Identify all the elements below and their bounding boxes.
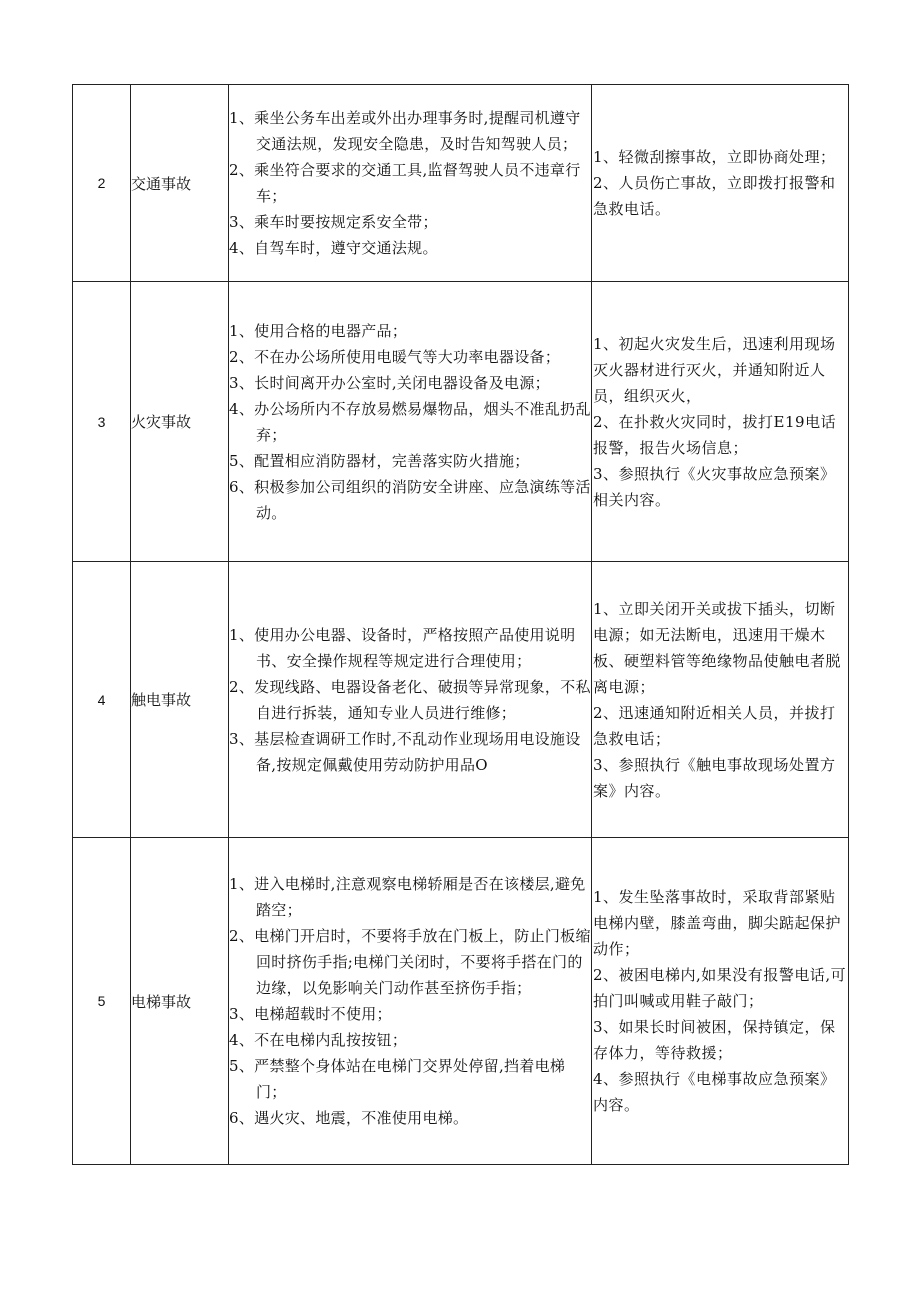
response-item: 3、参照执行《火灾事故应急预案》相关内容。 [593, 464, 836, 509]
row-number: 2 [73, 85, 131, 282]
response-item: 1、发生坠落事故时，采取背部紧贴电梯内壁，膝盖弯曲，脚尖踮起保护动作； [593, 888, 842, 958]
measure-item: 4、自驾车时，遵守交通法规。 [229, 239, 438, 257]
response-item: 4、参照执行《电梯事故应急预案》内容。 [593, 1070, 836, 1114]
measure-item: 1、乘坐公务车出差或外出办理事务时,提醒司机遵守交通法规，发现安全隐患，及时告知驾驶人员； [229, 109, 581, 153]
measure-item: 2、不在办公场所使用电暖气等大功率电器设备； [229, 347, 561, 366]
response-item: 1、轻微刮擦事故，立即协商处理； [593, 148, 836, 166]
prevention-measures [229, 282, 592, 562]
measure-item: 4、办公场所内不存放易燃易爆物品，烟头不准乱扔乱弃； [229, 399, 591, 444]
measure-item: 2、电梯门开启时，不要将手放在门板上，防止门板缩回时挤伤手指;电梯门关闭时，不要将手搭在门的边缘，以免影响关门动作甚至挤伤手指； [229, 927, 591, 997]
measure-item: 6、遇火灾、地震，不准使用电梯。 [229, 1109, 469, 1127]
measure-item: 5、配置相应消防器材，完善落实防火措施； [229, 451, 530, 470]
response-item: 1、立即关闭开关或拔下插头，切断电源；如无法断电，迅速用干燥木板、硬塑料管等绝缘物品使触电者脱离电源； [593, 599, 842, 696]
table-row [73, 562, 849, 838]
emergency-response [592, 282, 849, 562]
emergency-response [592, 85, 849, 282]
measure-item: 6、积极参加公司组织的消防安全讲座、应急演练等活动。 [229, 477, 591, 522]
response-item: 3、参照执行《触电事故现场处置方案》内容。 [593, 755, 836, 800]
measure-item: 3、长时间离开办公室时,关闭电器设备及电源； [229, 373, 550, 392]
prevention-measures [229, 85, 592, 282]
measure-item: 2、乘坐符合要求的交通工具,监督驾驶人员不违章行车； [229, 161, 581, 205]
measure-item: 1、进入电梯时,注意观察电梯轿厢是否在该楼层,避免踏空； [229, 875, 586, 919]
accident-type: 电梯事故 [131, 838, 229, 1165]
response-item: 1、初起火灾发生后，迅速利用现场灭火器材进行灭火，并通知附近人员，组织灭火， [593, 334, 836, 405]
row-number: 4 [73, 562, 131, 838]
prevention-measures [229, 562, 592, 838]
emergency-response [592, 838, 849, 1165]
measure-item: 4、不在电梯内乱按按钮； [229, 1031, 408, 1049]
response-item: 2、被困电梯内,如果没有报警电话,可拍门叫喊或用鞋子敲门； [593, 966, 847, 1010]
measure-item: 2、发现线路、电器设备老化、破损等异常现象，不私自进行拆装，通知专业人员进行维修； [229, 677, 591, 722]
row-number: 3 [73, 282, 131, 562]
table-row [73, 85, 849, 282]
accident-type: 火灾事故 [131, 282, 229, 562]
prevention-measures [229, 838, 592, 1165]
response-item: 3、如果长时间被困，保持镇定，保存体力，等待救援； [593, 1018, 836, 1062]
measure-item: 3、乘车时要按规定系安全带； [229, 213, 438, 231]
measure-item: 3、电梯超载时不使用； [229, 1005, 392, 1023]
emergency-response [592, 562, 849, 838]
table-row [73, 838, 849, 1165]
accident-type: 触电事故 [131, 562, 229, 838]
measure-item: 5、严禁整个身体站在电梯门交界处停留,挡着电梯门； [229, 1057, 566, 1101]
response-item: 2、人员伤亡事故，立即拨打报警和急救电话。 [593, 174, 836, 218]
measure-item: 1、使用办公电器、设备时，严格按照产品使用说明书、安全操作规程等规定进行合理使用； [229, 625, 576, 670]
response-item: 2、在扑救火灾同时，拔打E19电话报警，报告火场信息； [593, 412, 837, 457]
accident-type: 交通事故 [131, 85, 229, 282]
table-row [73, 282, 849, 562]
row-number: 5 [73, 838, 131, 1165]
measure-item: 1、使用合格的电器产品； [229, 321, 408, 340]
response-item: 2、迅速通知附近相关人员，并拔打急救电话； [593, 703, 836, 748]
measure-item: 3、基层检查调研工作时,不乱动作业现场用电设施设备,按规定佩戴使用劳动防护用品O [229, 729, 581, 774]
safety-measures-table [72, 84, 849, 1165]
